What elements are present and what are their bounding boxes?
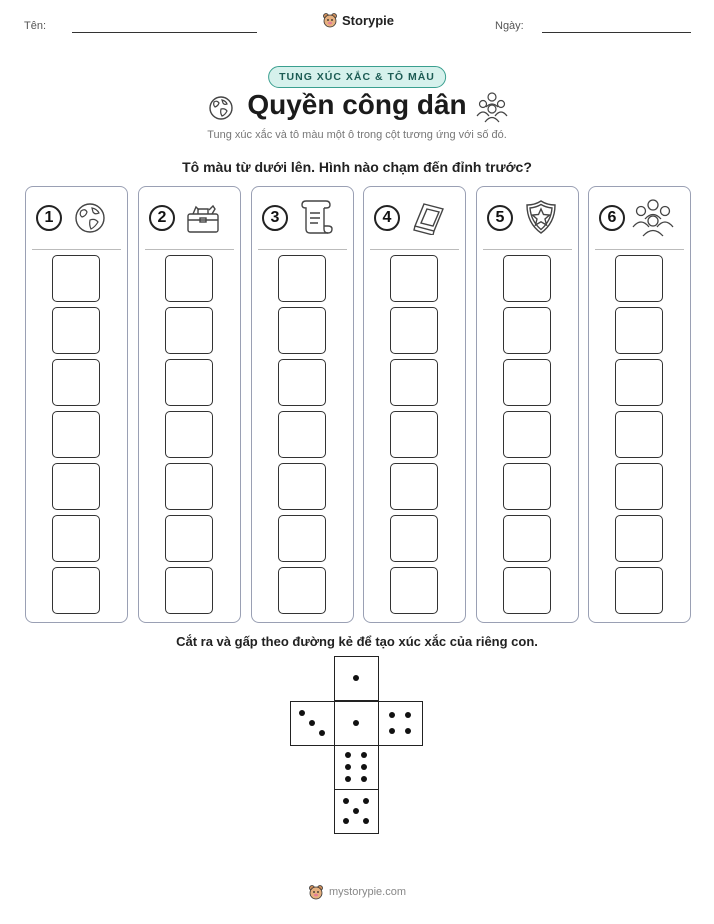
color-cell[interactable]: [390, 359, 438, 406]
color-cell[interactable]: [390, 567, 438, 614]
die-pip: [389, 728, 395, 734]
color-cell[interactable]: [390, 463, 438, 510]
color-cell[interactable]: [52, 255, 100, 302]
die-pip: [353, 675, 359, 681]
die-pip: [361, 776, 367, 782]
color-cell[interactable]: [503, 411, 551, 458]
die-face-lower: [334, 745, 379, 790]
book-icon: [410, 201, 446, 240]
date-line: [542, 32, 691, 33]
color-cell[interactable]: [615, 515, 663, 562]
color-cell[interactable]: [165, 567, 213, 614]
color-cell[interactable]: [165, 255, 213, 302]
brand-name: Storypie: [342, 12, 395, 28]
cut-instruction: Cắt ra và gấp theo đường kẻ để tạo xúc xắc của riêng con.: [176, 634, 538, 649]
color-cell[interactable]: [615, 463, 663, 510]
color-cell[interactable]: [52, 411, 100, 458]
color-cell[interactable]: [278, 359, 326, 406]
die-pip: [353, 720, 359, 726]
color-cell[interactable]: [52, 359, 100, 406]
storypie-bear-icon: [322, 12, 338, 28]
subtitle: Tung xúc xắc và tô màu một ô trong cột tương ứng với số đó.: [207, 129, 507, 141]
color-cell[interactable]: [503, 567, 551, 614]
color-cell[interactable]: [165, 359, 213, 406]
color-cell[interactable]: [390, 307, 438, 354]
column-5: [476, 186, 579, 623]
die-pip: [405, 728, 411, 734]
column-number: 2: [149, 205, 175, 231]
die-pip: [363, 818, 369, 824]
color-cell[interactable]: [165, 411, 213, 458]
color-cell[interactable]: [278, 515, 326, 562]
instruction: Tô màu từ dưới lên. Hình nào chạm đến đỉnh trước?: [182, 159, 532, 175]
color-cell[interactable]: [503, 463, 551, 510]
die-pip: [353, 808, 359, 814]
color-cell[interactable]: [165, 307, 213, 354]
color-cell[interactable]: [615, 411, 663, 458]
column-3: [251, 186, 354, 623]
color-cell[interactable]: [52, 307, 100, 354]
color-cell[interactable]: [165, 515, 213, 562]
activity-badge: TUNG XÚC XẮC & TÔ MÀU: [268, 66, 446, 88]
die-face-top: [334, 656, 379, 701]
toolbox-icon: [185, 201, 221, 240]
die-pip: [361, 752, 367, 758]
die-pip: [299, 710, 305, 716]
die-pip: [343, 798, 349, 804]
footer-url: mystorypie.com: [328, 886, 407, 898]
shield-star-icon: [523, 201, 559, 240]
color-cell[interactable]: [615, 567, 663, 614]
column-1: [25, 186, 128, 623]
color-cell[interactable]: [52, 463, 100, 510]
color-cell[interactable]: [390, 515, 438, 562]
color-cell[interactable]: [503, 359, 551, 406]
die-pip: [405, 712, 411, 718]
color-cell[interactable]: [503, 515, 551, 562]
color-cell[interactable]: [390, 255, 438, 302]
date-label: Ngày:: [495, 20, 524, 32]
brand-logo: [322, 12, 394, 28]
color-cell[interactable]: [278, 411, 326, 458]
column-2: [138, 186, 241, 623]
color-cell[interactable]: [52, 515, 100, 562]
die-face-center: [334, 701, 379, 746]
color-cell[interactable]: [390, 411, 438, 458]
die-pip: [309, 720, 315, 726]
die-pip: [361, 764, 367, 770]
column-number: 3: [262, 205, 288, 231]
footer: [0, 884, 714, 900]
color-cell[interactable]: [503, 307, 551, 354]
die-pip: [345, 776, 351, 782]
column-4: [363, 186, 466, 623]
column-number: 4: [374, 205, 400, 231]
die-pip: [345, 764, 351, 770]
scroll-icon: [298, 201, 334, 242]
name-label: Tên:: [24, 20, 47, 32]
column-number: 5: [487, 205, 513, 231]
die-pip: [319, 730, 325, 736]
column-6: [588, 186, 691, 623]
color-cell[interactable]: [278, 307, 326, 354]
globe-icon: [72, 201, 108, 240]
die-face-bottom: [334, 789, 379, 834]
column-number: 6: [599, 205, 625, 231]
die-pip: [363, 798, 369, 804]
color-cell[interactable]: [165, 463, 213, 510]
color-cell[interactable]: [615, 307, 663, 354]
color-cell[interactable]: [52, 567, 100, 614]
column-number: 1: [36, 205, 62, 231]
die-face-right: [378, 701, 423, 746]
color-cell[interactable]: [278, 567, 326, 614]
die-pip: [343, 818, 349, 824]
color-cell[interactable]: [278, 255, 326, 302]
die-pip: [389, 712, 395, 718]
color-cell[interactable]: [503, 255, 551, 302]
die-pip: [345, 752, 351, 758]
people-group-icon: [635, 201, 675, 242]
storypie-bear-icon: [308, 884, 324, 900]
die-face-left: [290, 701, 335, 746]
name-line: [72, 32, 257, 33]
page-title: Quyền công dân: [247, 89, 467, 120]
color-cell[interactable]: [278, 463, 326, 510]
people-group-icon: [475, 90, 509, 129]
color-cell[interactable]: [615, 255, 663, 302]
color-cell[interactable]: [615, 359, 663, 406]
